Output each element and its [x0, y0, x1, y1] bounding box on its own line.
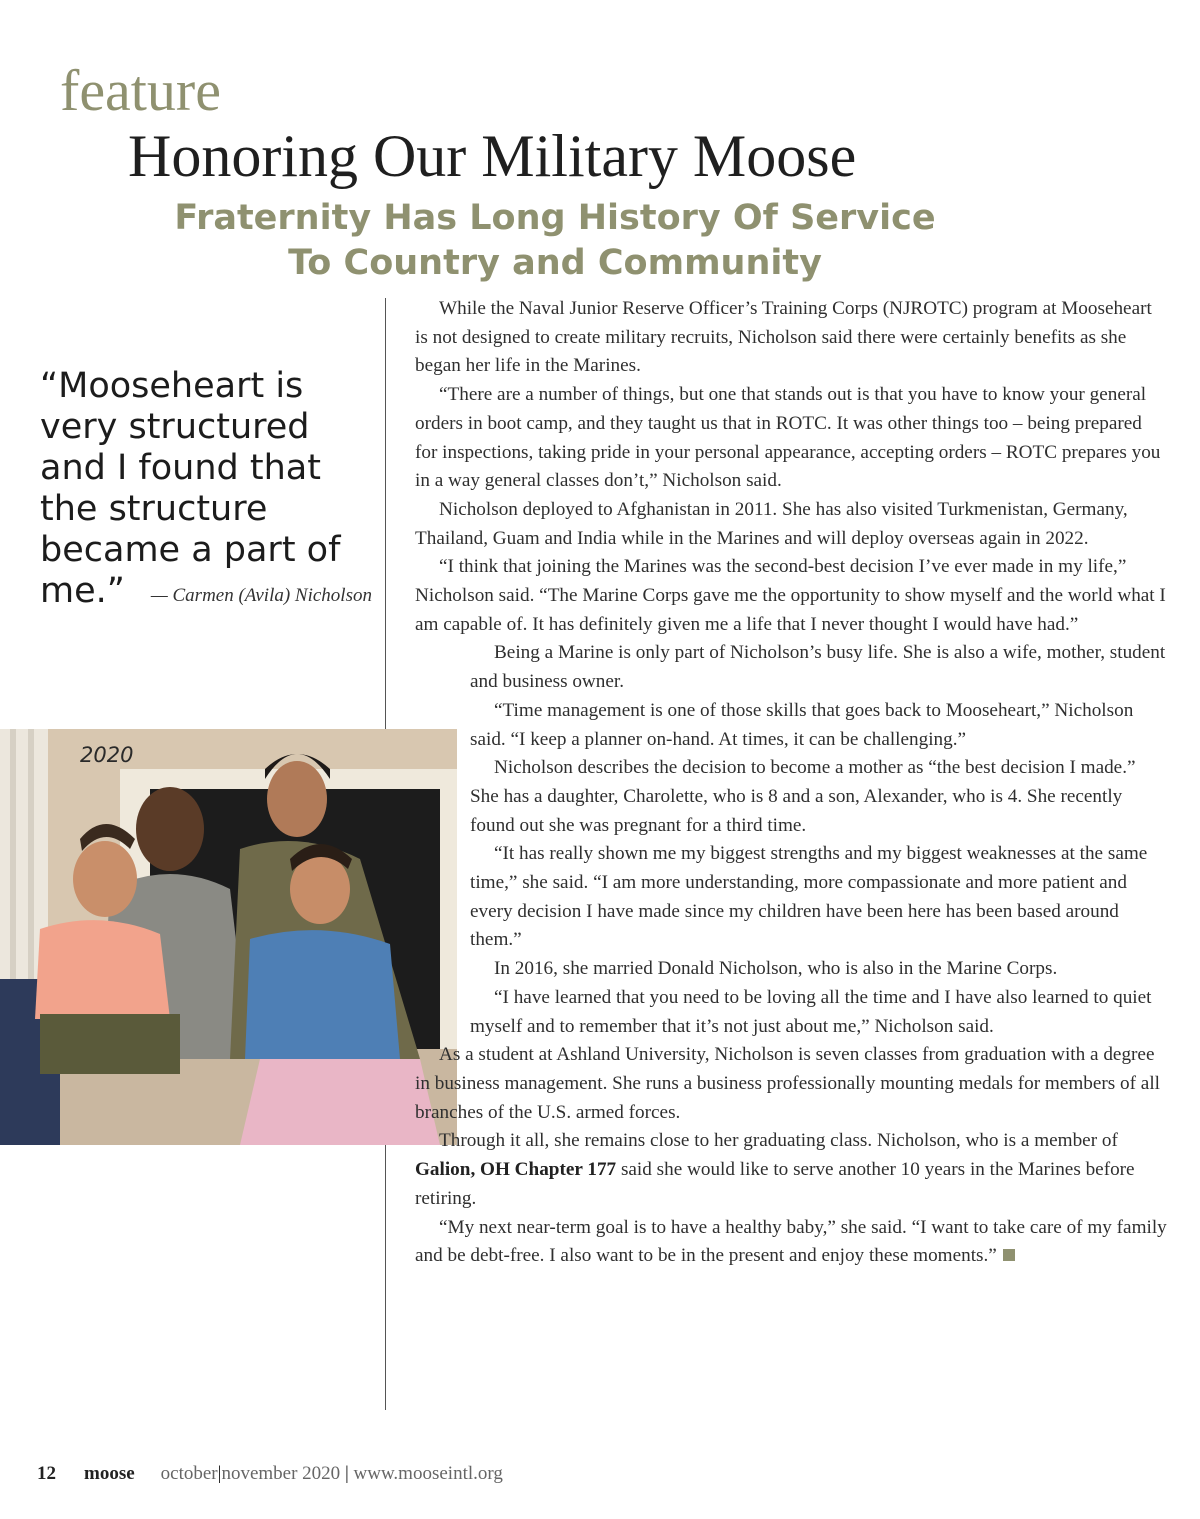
- chapter-name: Galion, OH Chapter 177: [415, 1159, 617, 1181]
- issue-month-2: november 2020: [221, 1463, 341, 1484]
- page-number: 12: [37, 1463, 56, 1484]
- website-link[interactable]: www.mooseintl.org: [353, 1463, 503, 1484]
- subtitle-line-1: Fraternity Has Long History Of Service: [174, 198, 936, 238]
- paragraph-12-end: said she would like to serve another 10 years in the Marines before retiring.: [415, 1159, 1135, 1209]
- paragraph-13: [415, 1214, 1167, 1271]
- footer-divider-2: |: [344, 1463, 349, 1484]
- paragraph-11: As a student at Ashland University, Nicholson is seven classes from graduation with a degree in business management. She runs a business professionally mounting medals for members of all branches of the U.S. armed forces.: [415, 1044, 1160, 1123]
- section-kicker: feature: [60, 58, 221, 123]
- pull-quote: “Mooseheart is very structured and I found that the structure became a part of me.”: [40, 366, 341, 611]
- paragraph-12-start: Through it all, she remains close to her graduating class. Nicholson, who is a member of: [439, 1130, 1118, 1152]
- paragraph-12: [415, 1127, 1167, 1213]
- magazine-brand: moose: [84, 1463, 135, 1484]
- article-title: Honoring Our Military Moose: [128, 123, 857, 189]
- paragraph-13-text: “My next near-term goal is to have a healthy baby,” she said. “I want to take care of my family and be debt-free. I also want to be in the present and enjoy these moments.”: [415, 1216, 1167, 1267]
- family-photo: [0, 729, 457, 1145]
- paragraph-4: “I think that joining the Marines was the second-best decision I’ve ever made in my life,” Nicholson said. “The Marine Corps gave me the opportunity to show myself and the world what I am capable of. It has definitely given me a life that I never thought I would have had.”: [415, 556, 1166, 635]
- page-footer: [37, 1463, 503, 1485]
- pull-quote-attribution: — Carmen (Avila) Nicholson: [150, 585, 372, 606]
- end-mark-icon: [1003, 1249, 1015, 1261]
- photo-year-label: 2020: [80, 743, 134, 767]
- paragraph-10: “I have learned that you need to be loving all the time and I have also learned to quiet myself and to remember that it’s not just about me,” Nicholson said.: [470, 986, 1152, 1037]
- article-body: [415, 295, 1167, 1271]
- paragraph-7: Nicholson describes the decision to become a mother as “the best decision I made.” She has a daughter, Charolette, who is 8 and a son, Alexander, who is 4. She recently found out she was pregnant for a third time.: [470, 757, 1136, 836]
- issue-month-1: october: [160, 1463, 218, 1484]
- paragraph-5: Being a Marine is only part of Nicholson’s busy life. She is also a wife, mother, student and business owner.: [470, 642, 1166, 693]
- paragraph-2: “There are a number of things, but one that stands out is that you have to know your general orders in boot camp, and they taught us that in ROTC. It was other things too – being prepared for inspections, taking pride in your personal appearance, accepting orders – ROTC prepares you in a way general classes don’t,” Nicholson said.: [415, 384, 1161, 492]
- family-photo-illustration: [0, 729, 457, 1145]
- footer-divider-1: |: [217, 1463, 222, 1484]
- paragraph-1: While the Naval Junior Reserve Officer’s Training Corps (NJROTC) program at Mooseheart is not designed to create military recruits, Nicholson said there were certainly benefits as she began her life in the Marines.: [415, 298, 1152, 377]
- paragraph-8: “It has really shown me my biggest strengths and my biggest weaknesses at the same time,” she said. “I am more understanding, more compassionate and more patient and every decision I have made since my children have been here has been based around them.”: [470, 843, 1148, 951]
- subtitle-line-2: To Country and Community: [288, 243, 822, 283]
- paragraph-9: In 2016, she married Donald Nicholson, who is also in the Marine Corps.: [494, 958, 1058, 980]
- paragraph-3: Nicholson deployed to Afghanistan in 2011. She has also visited Turkmenistan, Germany, Thailand, Guam and India while in the Marines and will deploy overseas again in 2022.: [415, 498, 1128, 549]
- article-subtitle: [160, 196, 950, 286]
- paragraph-6: “Time management is one of those skills that goes back to Mooseheart,” Nicholson said. “I keep a planner on-hand. At times, it can be challenging.”: [470, 699, 1134, 750]
